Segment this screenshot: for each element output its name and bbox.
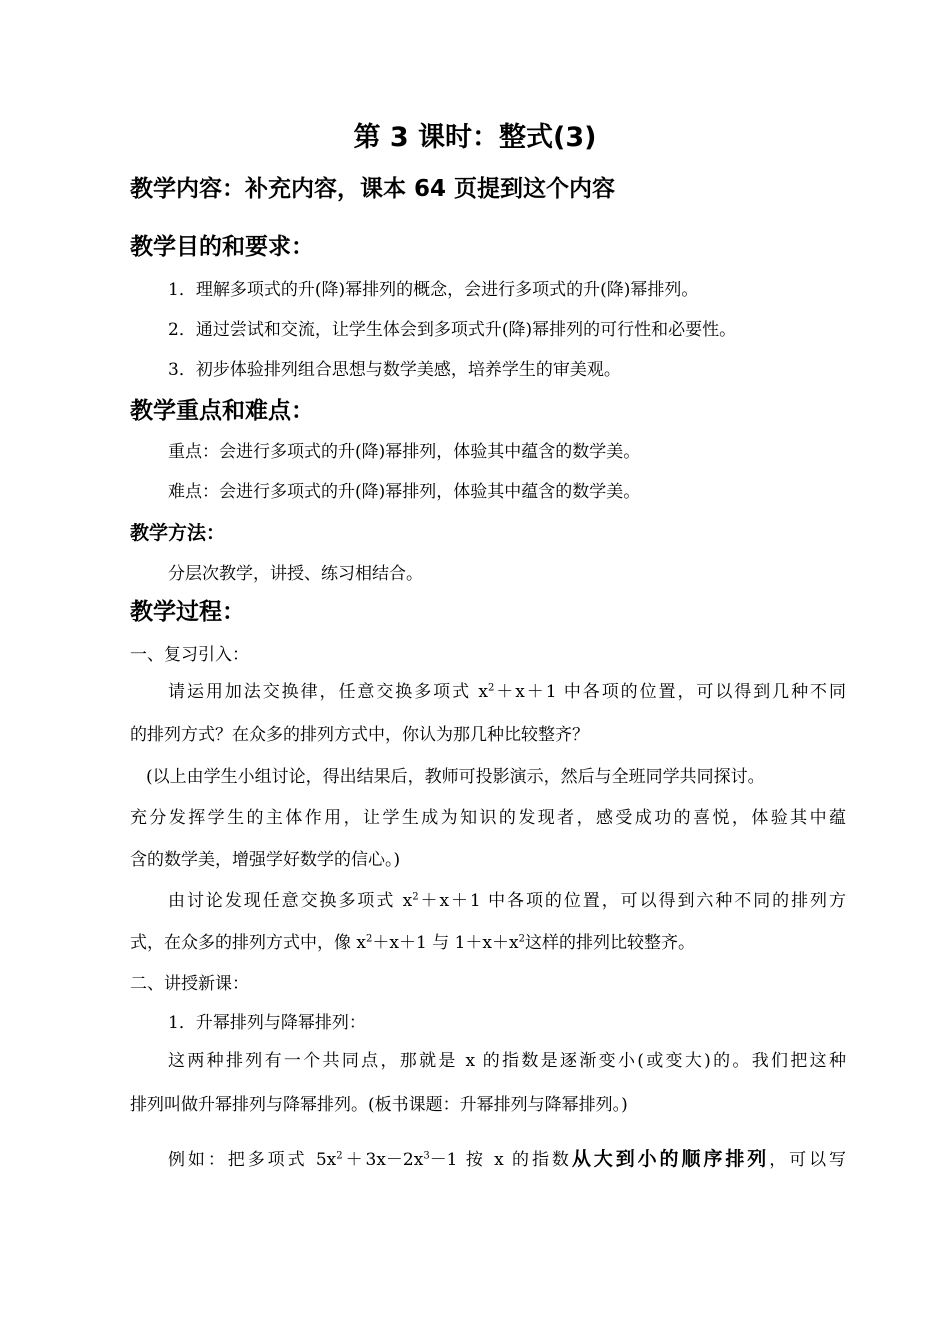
paragraph-line: 排列叫做升幂排列与降幂排列。(板书课题：升幂排列与降幂排列。) (130, 1095, 628, 1115)
subsection-heading: 1．升幂排列与降幂排列： (168, 1013, 366, 1033)
methods-heading: 教学方法： (130, 522, 226, 544)
superscript: 2 (412, 891, 419, 903)
superscript: 2 (518, 933, 525, 945)
text-run: －1 按 x 的指数 (429, 1150, 572, 1170)
aims-heading: 教学目的和要求： (130, 234, 314, 260)
aim-item-3: 3．初步体验排列组合思想与数学美感，培养学生的审美观。 (168, 360, 621, 380)
superscript: 3 (423, 1150, 430, 1162)
text-run: ＋x＋1 中各项的位置，可以得到六种不同的排列方 (418, 891, 846, 911)
content-heading: 教学内容：补充内容，课本 64 页提到这个内容 (130, 176, 616, 202)
superscript: 2 (336, 1150, 343, 1162)
aim-item-1: 1．理解多项式的升(降)幂排列的概念，会进行多项式的升(降)幂排列。 (168, 280, 699, 300)
key-points-heading: 教学重点和难点： (130, 398, 314, 424)
section-review-heading: 一、复习引入： (130, 645, 249, 665)
section-new-lesson-heading: 二、讲授新课： (130, 974, 249, 994)
aim-item-2: 2．通过尝试和交流，让学生体会到多项式升(降)幂排列的可行性和必要性。 (168, 320, 737, 340)
difficulty-text: 难点：会进行多项式的升(降)幂排列，体验其中蕴含的数学美。 (168, 482, 641, 502)
paragraph-line (168, 886, 846, 916)
text-run: ＋x＋1 与 1＋x＋x (372, 933, 519, 953)
paragraph-line (130, 928, 695, 958)
paragraph-line: 含的数学美，增强学好数学的信心。) (130, 850, 401, 870)
text-run: 由讨论发现任意交换多项式 x (168, 891, 413, 911)
text-run: ＋x＋1 中各项的位置，可以得到几种不同 (494, 682, 846, 702)
text-run: ＋3x－2x (342, 1150, 424, 1170)
paragraph-line: 充分发挥学生的主体作用，让学生成为知识的发现者，感受成功的喜悦，体验其中蕴 (130, 808, 846, 828)
text-run: 式，在众多的排列方式中，像 x (130, 933, 366, 953)
superscript: 2 (487, 682, 495, 694)
paragraph-line (168, 677, 846, 707)
text-run: 这样的排列比较整齐。 (524, 933, 695, 953)
process-heading: 教学过程： (130, 599, 245, 625)
paragraph-line: (以上由学生小组讨论，得出结果后，教师可投影演示，然后与全班同学共同探讨。 (146, 767, 765, 787)
page-title: 第 3 课时：整式(3) (353, 122, 597, 153)
paragraph-line: 的排列方式？在众多的排列方式中，你认为那几种比较整齐？ (130, 725, 589, 745)
emphasized-text: 从大到小的顺序排列 (571, 1148, 770, 1170)
paragraph-line: 这两种排列有一个共同点，那就是 x 的指数是逐渐变小(或变大)的。我们把这种 (168, 1051, 846, 1071)
superscript: 2 (366, 933, 373, 945)
key-point-text: 重点：会进行多项式的升(降)幂排列，体验其中蕴含的数学美。 (168, 442, 641, 462)
text-run: 例如：把多项式 5x (168, 1150, 337, 1170)
paragraph-line (168, 1144, 846, 1175)
methods-text: 分层次教学，讲授、练习相结合。 (168, 564, 423, 584)
text-run: 请运用加法交换律，任意交换多项式 x (168, 682, 488, 702)
text-run: ，可以写 (769, 1150, 846, 1170)
